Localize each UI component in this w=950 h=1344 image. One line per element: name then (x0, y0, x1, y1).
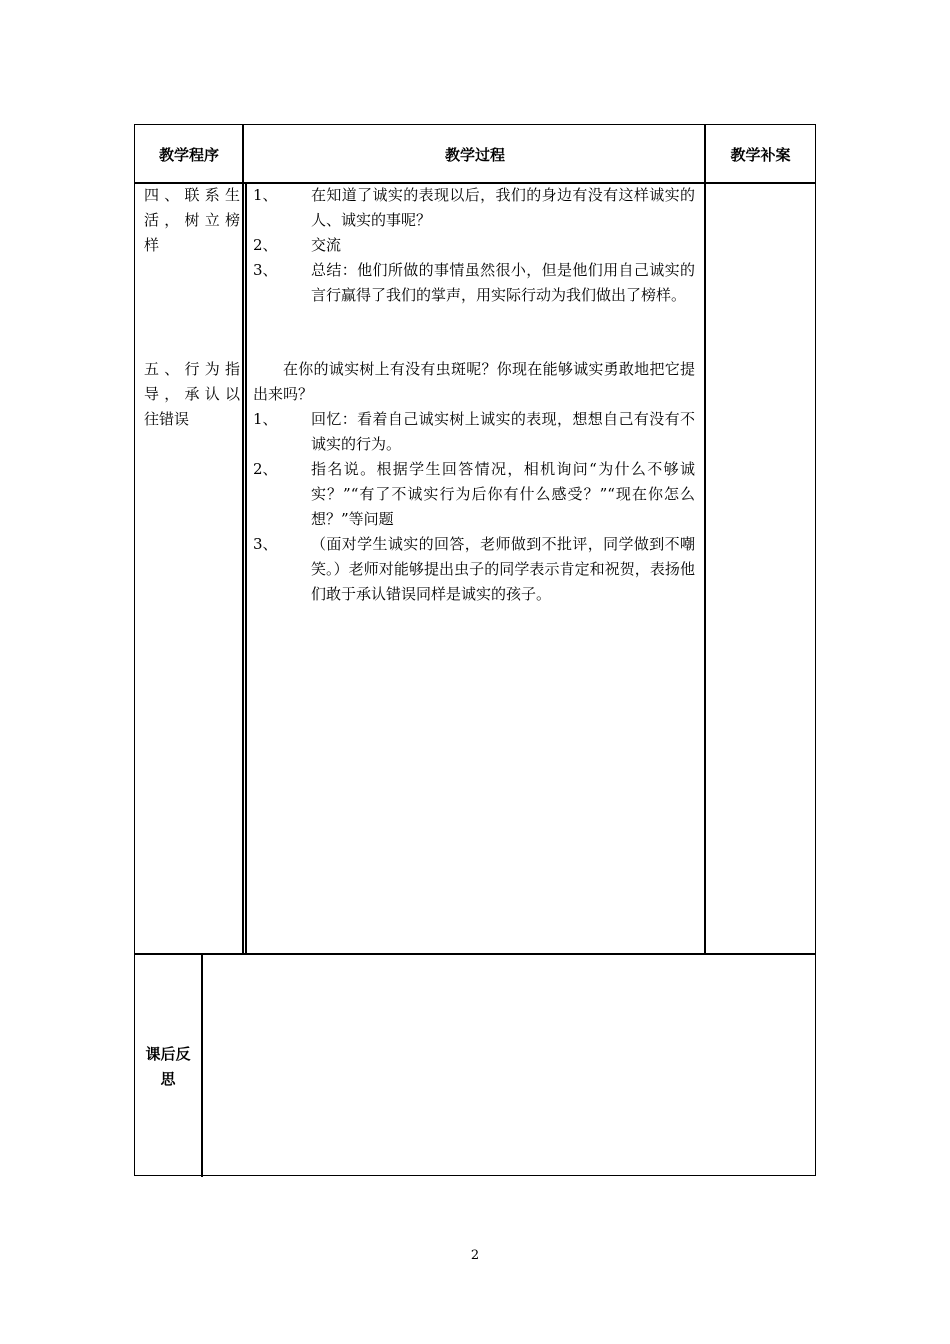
list-item (253, 233, 695, 258)
section5-label-line: 往错误 (144, 410, 190, 428)
item-text: 总结：他们所做的事情虽然很小，但是他们用自己诚实的言行赢得了我们的掌声，用实际行动为我们做出了榜样。 (311, 261, 695, 304)
item-number: 3、 (253, 261, 278, 279)
section4-label (144, 183, 240, 258)
reflection-label-line: 课后反 (145, 1045, 191, 1063)
header-teaching-procedure: 教学程序 (158, 145, 219, 164)
item-number: 2、 (253, 460, 278, 478)
section4-label-line: 四、联系生 (144, 186, 240, 204)
section5-label-line: 导，承认以 (144, 385, 240, 403)
header-teaching-supplement: 教学补案 (730, 145, 791, 164)
section4-label-line: 样 (144, 236, 160, 254)
item-text: 在知道了诚实的表现以后，我们的身边有没有这样诚实的人、诚实的事呢？ (311, 186, 695, 229)
item-text: （面对学生诚实的回答，老师做到不批评，同学做到不嘲笑。）老师对能够提出虫子的同学表示肯定和祝贺，表扬他们敢于承认错误同样是诚实的孩子。 (311, 535, 695, 603)
item-text: 指名说。根据学生回答情况，相机询问“为什么不够诚实？”“有了不诚实行为后你有什么感受？”“现在你怎么想？”等问题 (311, 460, 695, 528)
header-teaching-process: 教学过程 (444, 145, 505, 164)
section5-intro: 在你的诚实树上有没有虫斑呢？你现在能够诚实勇敢地把它提出来吗？ (253, 360, 695, 403)
reflection-label (135, 957, 201, 1177)
section5-content (253, 357, 695, 607)
list-item (253, 407, 695, 457)
section5-label-line: 五、行为指 (144, 360, 240, 378)
item-text: 交流 (311, 236, 342, 254)
lesson-table (134, 124, 816, 1176)
item-number: 1、 (253, 186, 278, 204)
list-item (253, 183, 695, 233)
reflection-label-line: 思 (160, 1070, 176, 1088)
section5-label (144, 357, 240, 432)
item-number: 3、 (253, 535, 278, 553)
page-number: 2 (470, 1248, 480, 1263)
list-item (253, 258, 695, 308)
item-text: 回忆：看着自己诚实树上诚实的表现，想想自己有没有不诚实的行为。 (311, 410, 695, 453)
column-divider-1b (245, 183, 247, 954)
list-item (253, 532, 695, 607)
list-item (253, 457, 695, 532)
section4-label-line: 活，树立榜 (144, 211, 240, 229)
item-number: 1、 (253, 410, 278, 428)
item-number: 2、 (253, 236, 278, 254)
reflection-content-area (203, 955, 815, 1175)
column-divider-1 (242, 125, 244, 954)
section4-content (253, 183, 695, 308)
column-divider-2 (704, 125, 706, 954)
